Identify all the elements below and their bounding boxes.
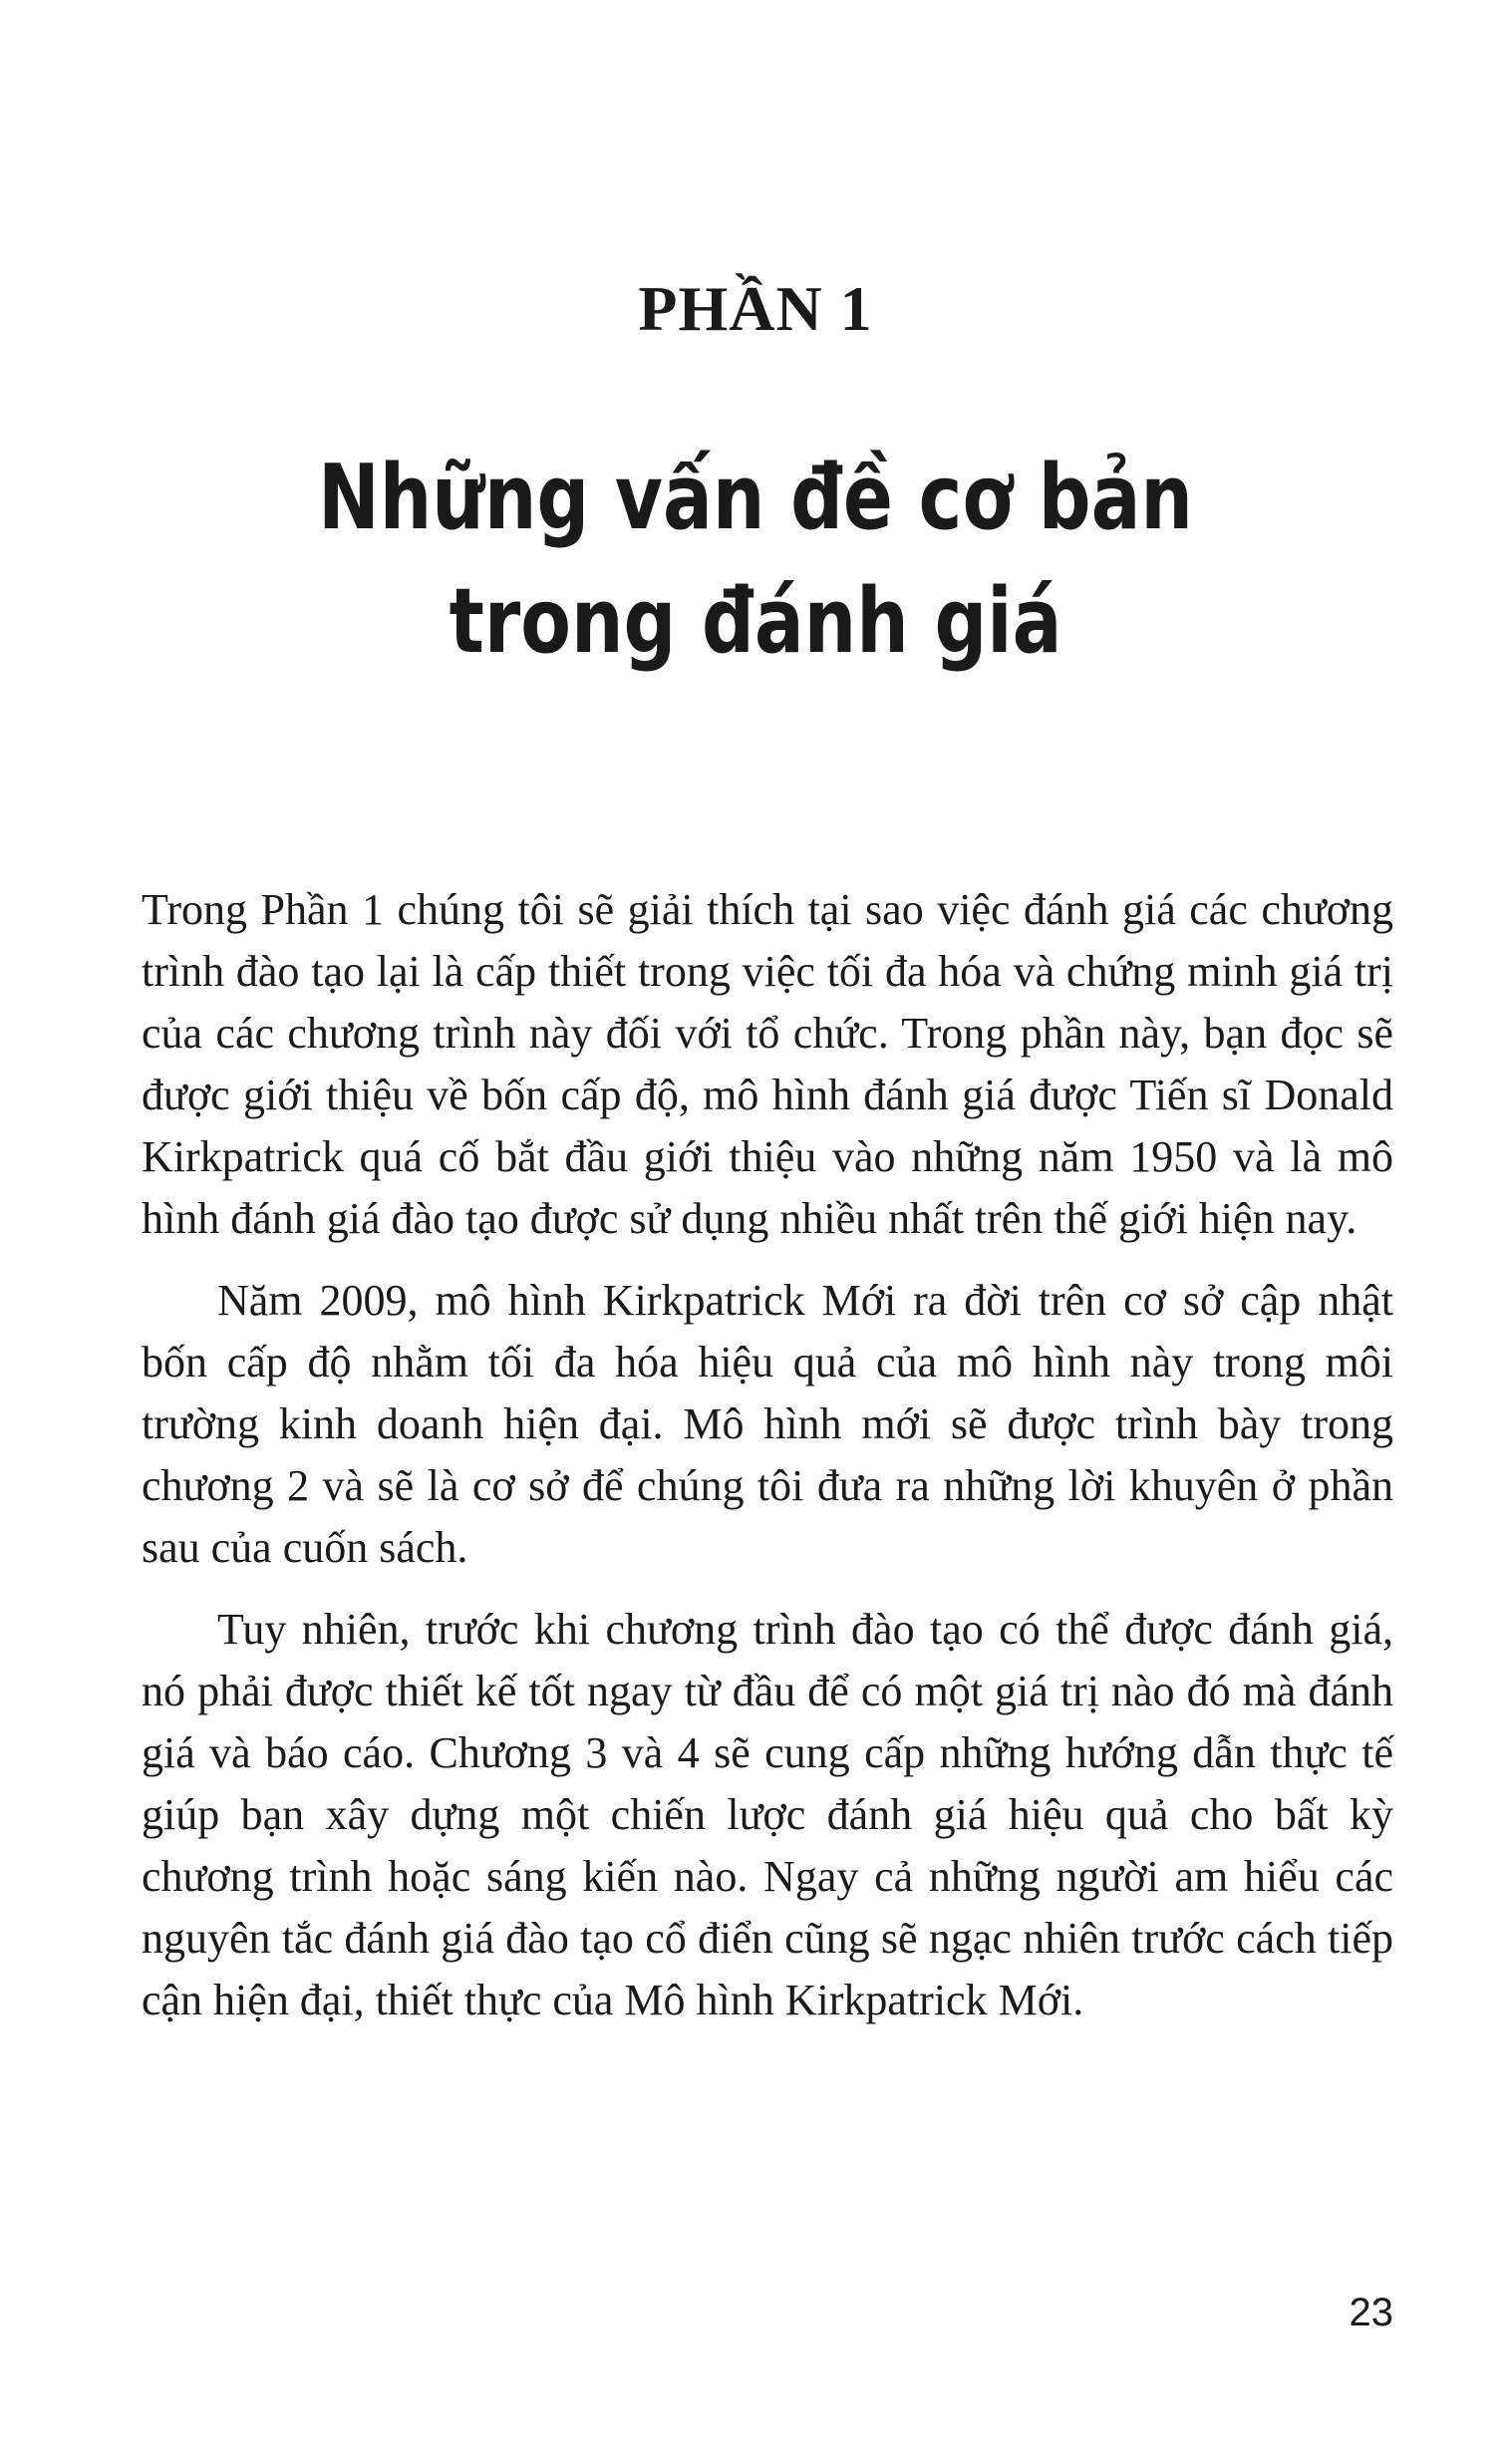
paragraph-2: Năm 2009, mô hình Kirkpatrick Mới ra đời trên cơ sở cập nhật bốn cấp độ nhằm tối đa hóa hiệu quả của mô hình này trong môi trường kinh doanh hiện đại. Mô hình mới sẽ được trình bày trong chương 2 và sẽ là cơ sở để chúng tôi đưa ra những lời khuyên ở phần sau của cuốn sách. <box>142 1276 1393 1572</box>
part-title-line-2: trong đánh giá <box>449 569 1062 674</box>
paragraph-3: Tuy nhiên, trước khi chương trình đào tạo có thể được đánh giá, nó phải được thiết kế tốt ngay từ đầu để có một giá trị nào đó mà đánh giá và báo cáo. Chương 3 và 4 sẽ cung cấp những hướng dẫn thực tế giúp bạn xây dựng một chiến lược đánh giá hiệu quả cho bất kỳ chương trình hoặc sáng kiến nào. Ngay cả những người am hiểu các nguyên tắc đánh giá đào tạo cổ điển cũng sẽ ngạc nhiên trước cách tiếp cận hiện đại, thiết thực của Mô hình Kirkpatrick Mới. <box>142 1605 1393 2024</box>
part-label: PHẦN 1 <box>638 273 873 344</box>
paragraph-1: Trong Phần 1 chúng tôi sẽ giải thích tại sao việc đánh giá các chương trình đào tạo lại là cấp thiết trong việc tối đa hóa và chứng minh giá trị của các chương trình này đối với tổ chức. Trong phần này, bạn đọc sẽ được giới thiệu về bốn cấp độ, mô hình đánh giá được Tiến sĩ Donald Kirkpatrick quá cố bắt đầu giới thiệu vào những năm 1950 và là mô hình đánh giá đào tạo được sử dụng nhiều nhất trên thế giới hiện nay. <box>142 885 1393 1243</box>
part-title-line-1: Những vấn đề cơ bản <box>318 446 1193 550</box>
part-title <box>136 437 1374 684</box>
page-number: 23 <box>1349 2291 1393 2334</box>
body-text <box>142 879 1393 2031</box>
